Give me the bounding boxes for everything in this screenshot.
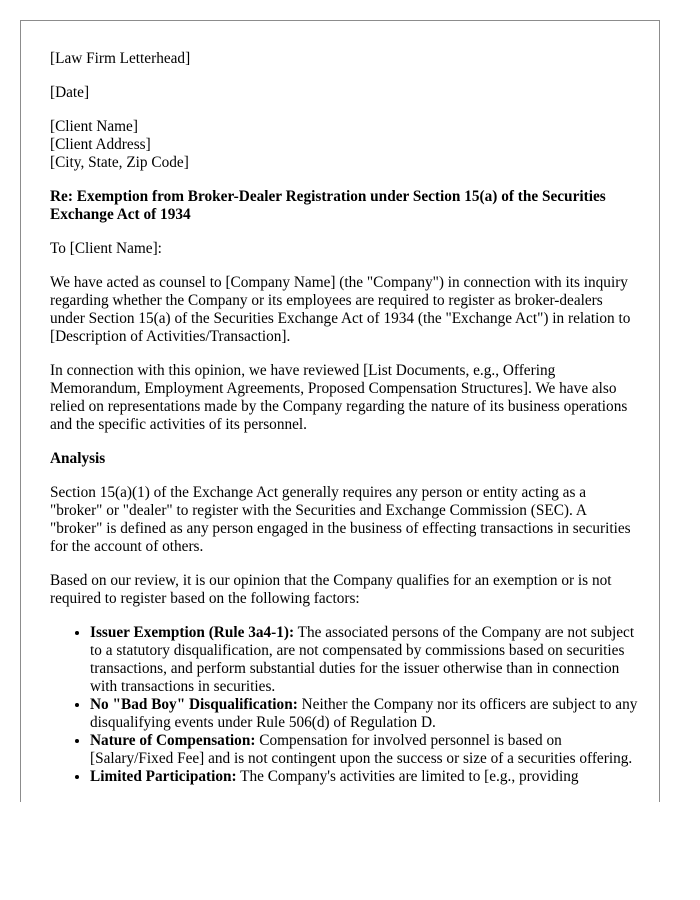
factor-text: The Company's activities are limited to [e.g., providing [236, 768, 579, 785]
factor-title: Limited Participation: [90, 768, 237, 785]
list-item [90, 696, 638, 732]
intro-paragraph: We have acted as counsel to [Company Name] (the "Company") in connection with its inquiry regarding whether the Company or its employees are required to register as broker-dealers under Section 15(a) of the Securities Exchange Act of 1934 (the "Exchange Act") in relation to [Description of Activities/Transaction]. [50, 274, 631, 345]
subject-line: Re: Exemption from Broker-Dealer Registration under Section 15(a) of the Securities Exchange Act of 1934 [50, 188, 606, 223]
factor-text: The associated persons of the Company are not subject to a statutory disqualification, are not compensated by commissions based on securities transactions, and perform substantial duties for the issuer otherwise than in connection with transactions in securities. [90, 624, 635, 695]
client-city-state-zip: [City, State, Zip Code] [50, 154, 189, 171]
list-item [90, 732, 638, 768]
analysis-paragraph: Section 15(a)(1) of the Exchange Act generally requires any person or entity acting as a "broker" or "dealer" to register with the Securities and Exchange Commission (SEC). A "broker" is defined as any person engaged in the business of effecting transactions in securities for the account of others. [50, 484, 631, 555]
analysis-heading: Analysis [50, 450, 106, 467]
factor-text: Neither the Company nor its officers are subject to any disqualifying events under Rule 506(d) of Regulation D. [90, 696, 638, 731]
letter-body [50, 50, 638, 786]
letter-date: [Date] [50, 84, 90, 101]
salutation: To [Client Name]: [50, 240, 162, 257]
factor-title: Nature of Compensation: [90, 732, 256, 749]
letter-page [20, 20, 660, 802]
review-paragraph: In connection with this opinion, we have reviewed [List Documents, e.g., Offering Memorandum, Employment Agreements, Proposed Compensation Structures]. We have also relied on representations made by the Company regarding the nature of its business operations and the specific activities of its personnel. [50, 362, 628, 433]
factors-list [50, 624, 638, 786]
factor-text: Compensation for involved personnel is based on [Salary/Fixed Fee] and is not contingent upon the success or size of a securities offering. [90, 732, 633, 767]
client-address: [Client Address] [50, 136, 151, 153]
list-item [90, 624, 638, 696]
letterhead: [Law Firm Letterhead] [50, 50, 191, 67]
factor-title: No "Bad Boy" Disqualification: [90, 696, 298, 713]
client-name: [Client Name] [50, 118, 138, 135]
factor-title: Issuer Exemption (Rule 3a4-1): [90, 624, 295, 641]
list-item [90, 768, 638, 786]
opinion-paragraph: Based on our review, it is our opinion that the Company qualifies for an exemption or is not required to register based on the following factors: [50, 572, 612, 607]
client-address-block [50, 118, 638, 172]
